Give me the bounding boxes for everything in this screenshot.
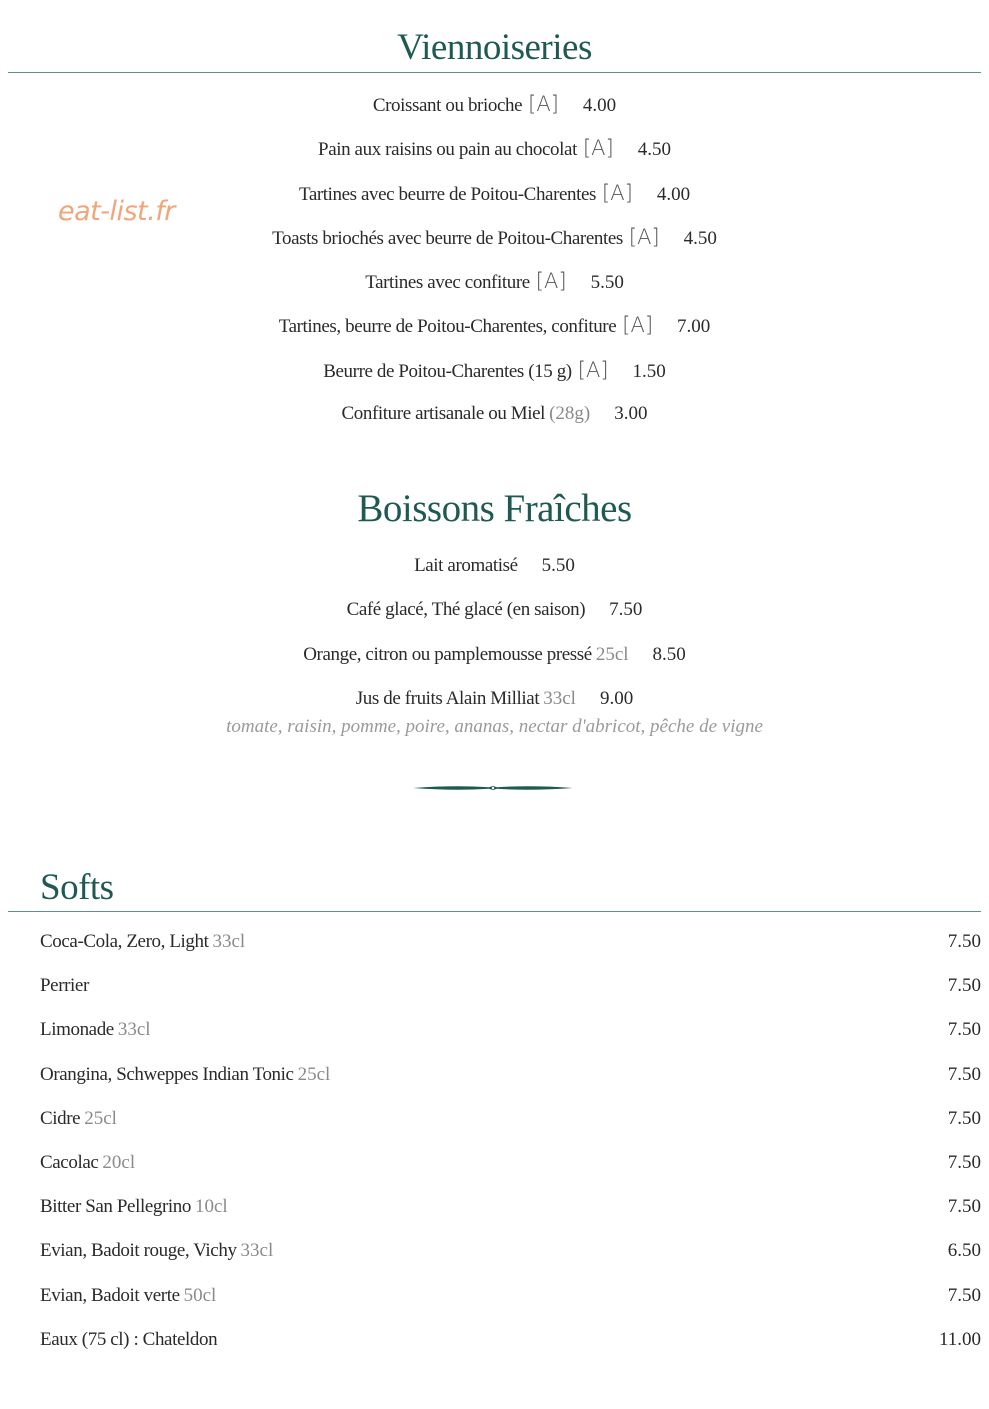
- allergen-marker: [A]: [628, 224, 660, 249]
- section-divider-softs: [8, 911, 981, 912]
- item-label: Orangina, Schweppes Indian Tonic: [40, 1063, 294, 1085]
- item-size: 33cl: [212, 931, 246, 952]
- item-label: Confiture artisanale ou Miel: [341, 403, 546, 425]
- item-label: Pain aux raisins ou pain au chocolat: [318, 139, 577, 161]
- section-title-boissons-fraiches: Boissons Fraîches: [357, 487, 632, 530]
- allergen-marker: [A]: [528, 92, 559, 116]
- item-label: Bitter San Pellegrino: [40, 1196, 191, 1218]
- item-price: 5.50: [541, 555, 575, 576]
- item-label: Lait aromatisé: [414, 555, 518, 576]
- item-price: 8.50: [652, 643, 686, 665]
- item-label: Cacolac: [40, 1151, 99, 1173]
- menu-item: [0, 171, 989, 215]
- menu-item: [40, 1274, 981, 1318]
- menu-item: [40, 1229, 981, 1273]
- menu-item: [0, 303, 989, 347]
- item-size: 33cl: [117, 1019, 151, 1041]
- boissons-fraiches-list: [0, 544, 989, 738]
- allergen-marker: [A]: [602, 180, 633, 205]
- item-label: Perrier: [40, 975, 89, 997]
- menu-item: [0, 215, 989, 259]
- menu-item: [0, 82, 989, 126]
- section-title-softs: Softs: [40, 867, 114, 908]
- item-label: Evian, Badoit verte: [40, 1284, 180, 1306]
- item-price: 4.00: [582, 95, 617, 116]
- section-divider-viennoiseries: [8, 72, 981, 73]
- item-price: 7.50: [947, 1151, 981, 1173]
- menu-item: [0, 126, 989, 170]
- item-label: Orange, citron ou pamplemousse pressé: [303, 643, 592, 665]
- softs-list: [40, 920, 981, 1362]
- menu-item: [40, 1053, 981, 1097]
- item-price: 1.50: [632, 360, 666, 382]
- menu-item: [40, 920, 981, 964]
- item-label: Café glacé, Thé glacé (en saison): [346, 599, 586, 621]
- ornament-divider-icon: [413, 780, 573, 796]
- allergen-marker: [A]: [535, 269, 567, 294]
- item-label: Toasts briochés avec beurre de Poitou-Charentes: [272, 227, 623, 249]
- item-price: 7.50: [947, 1107, 981, 1129]
- allergen-marker: [A]: [582, 136, 614, 161]
- allergen-marker: [A]: [622, 313, 654, 338]
- item-label: Tartines avec confiture: [365, 272, 530, 294]
- menu-item: [40, 1097, 981, 1141]
- item-price: 4.00: [656, 183, 691, 205]
- menu-item: [0, 633, 989, 677]
- juice-flavors-note: tomate, raisin, pomme, poire, ananas, nectar d'abricot, pêche de vigne: [226, 715, 763, 737]
- item-price: 5.50: [590, 272, 624, 294]
- item-price: 7.50: [947, 1284, 981, 1306]
- menu-item: [0, 588, 989, 632]
- item-price: 7.50: [947, 1196, 981, 1218]
- menu-item: [0, 348, 989, 392]
- item-price: 7.50: [947, 975, 981, 997]
- item-size: 20cl: [102, 1151, 136, 1173]
- item-size: 25cl: [84, 1107, 117, 1129]
- menu-item: [40, 1185, 981, 1229]
- item-label: Jus de fruits Alain Milliat: [355, 687, 540, 709]
- item-label: Croissant ou brioche: [372, 95, 523, 116]
- allergen-marker: [A]: [577, 357, 609, 382]
- item-label: Cidre: [40, 1107, 81, 1129]
- item-price: 9.00: [599, 687, 634, 709]
- item-price: 11.00: [938, 1328, 981, 1350]
- item-size: 25cl: [595, 643, 629, 665]
- item-size: 25cl: [297, 1063, 331, 1085]
- item-price: 7.50: [947, 931, 981, 952]
- menu-item: [40, 1141, 981, 1185]
- menu-item: [0, 682, 989, 716]
- item-price: 6.50: [947, 1240, 981, 1262]
- item-size: (28g): [549, 403, 591, 425]
- menu-item: [40, 1008, 981, 1052]
- item-price: 4.50: [637, 139, 671, 161]
- item-size: 10cl: [194, 1196, 228, 1218]
- item-price: 7.50: [947, 1063, 981, 1085]
- item-price: 4.50: [683, 227, 717, 249]
- item-size: 33cl: [240, 1240, 274, 1262]
- section-title-viennoiseries: Viennoiseries: [397, 27, 592, 68]
- menu-item: [0, 392, 989, 436]
- menu-item: [40, 964, 981, 1008]
- item-price: 7.50: [947, 1019, 981, 1041]
- item-label: Eaux (75 cl) : Chateldon: [40, 1328, 218, 1350]
- watermark-text: eat-list.fr: [58, 196, 175, 227]
- item-label: Beurre de Poitou-Charentes (15 g): [323, 360, 572, 382]
- item-label: Tartines avec beurre de Poitou-Charentes: [298, 183, 597, 205]
- menu-item: [0, 259, 989, 303]
- item-label: Tartines, beurre de Poitou-Charentes, confiture: [278, 316, 617, 338]
- item-label: Evian, Badoit rouge, Vichy: [40, 1240, 237, 1262]
- item-price: 7.00: [677, 316, 711, 338]
- item-label: Limonade: [40, 1019, 114, 1041]
- item-size: 33cl: [543, 687, 576, 709]
- item-size: 50cl: [183, 1284, 217, 1306]
- menu-item: [0, 544, 989, 588]
- menu-item: [40, 1318, 981, 1362]
- item-label: Coca-Cola, Zero, Light: [40, 931, 209, 952]
- viennoiseries-list: [0, 82, 989, 436]
- item-price: 7.50: [609, 599, 643, 621]
- item-price: 3.00: [614, 403, 648, 425]
